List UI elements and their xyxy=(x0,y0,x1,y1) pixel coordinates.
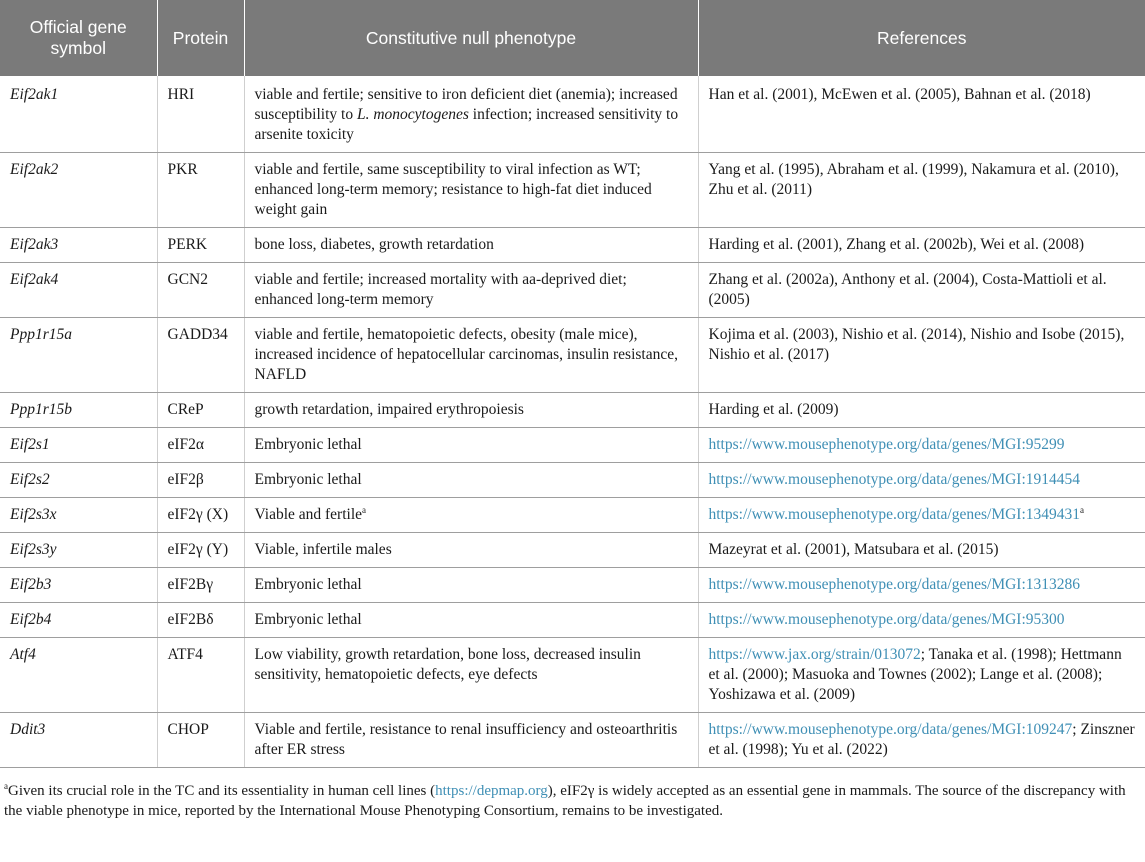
gene-symbol-cell: Eif2s3y xyxy=(0,533,157,568)
references-cell xyxy=(698,228,1145,263)
protein-cell: eIF2γ (X) xyxy=(157,498,244,533)
references-cell xyxy=(698,638,1145,713)
table-row xyxy=(0,713,1145,768)
protein-cell: PKR xyxy=(157,153,244,228)
gene-symbol-cell: Eif2ak1 xyxy=(0,76,157,153)
header-gene-line2: symbol xyxy=(50,38,106,58)
phenotype-cell xyxy=(244,228,698,263)
reference-link[interactable]: https://www.mousephenotype.org/data/genes/MGI:1349431 xyxy=(708,506,1081,523)
table-row xyxy=(0,228,1145,263)
header-protein: Protein xyxy=(157,0,244,76)
gene-symbol-cell: Ddit3 xyxy=(0,713,157,768)
protein-cell: eIF2γ (Y) xyxy=(157,533,244,568)
footnote-marker: a xyxy=(1080,504,1085,515)
gene-symbol-cell: Ppp1r15a xyxy=(0,318,157,393)
phenotype-cell xyxy=(244,428,698,463)
phenotype-text: Embryonic lethal xyxy=(254,611,362,628)
phenotype-cell xyxy=(244,463,698,498)
table-row xyxy=(0,463,1145,498)
protein-cell: GCN2 xyxy=(157,263,244,318)
table-row xyxy=(0,393,1145,428)
reference-text: Kojima et al. (2003), Nishio et al. (2014), Nishio and Isobe (2015), Nishio et al. (2017) xyxy=(708,326,1125,363)
phenotype-cell xyxy=(244,533,698,568)
references-cell xyxy=(698,393,1145,428)
phenotype-cell xyxy=(244,568,698,603)
table-row xyxy=(0,76,1145,153)
phenotype-cell xyxy=(244,318,698,393)
phenotype-text: Embryonic lethal xyxy=(254,576,362,593)
references-cell xyxy=(698,533,1145,568)
references-cell xyxy=(698,713,1145,768)
reference-text: Yang et al. (1995), Abraham et al. (1999), Nakamura et al. (2010), Zhu et al. (2011) xyxy=(708,161,1119,198)
protein-cell: PERK xyxy=(157,228,244,263)
footnote-marker: a xyxy=(362,504,367,515)
phenotype-text: Viable and fertile xyxy=(254,506,363,523)
header-gene-symbol xyxy=(0,0,157,76)
protein-cell: CReP xyxy=(157,393,244,428)
phenotype-text: Low viability, growth retardation, bone loss, decreased insulin sensitivity, hematopoietic defects, eye defects xyxy=(254,646,641,683)
reference-text: ; Tanaka et al. (1998); Hettmann et al. (2000); Masuoka and Townes (2002); Lange et al. (2008); Yoshizawa et al. (2009) xyxy=(708,646,1122,703)
reference-link[interactable]: https://www.mousephenotype.org/data/genes/MGI:95300 xyxy=(708,611,1065,628)
protein-cell: GADD34 xyxy=(157,318,244,393)
reference-text: Mazeyrat et al. (2001), Matsubara et al. (2015) xyxy=(708,541,999,558)
phenotype-text: Embryonic lethal xyxy=(254,436,362,453)
phenotype-cell xyxy=(244,498,698,533)
table-body xyxy=(0,76,1145,768)
table-row xyxy=(0,318,1145,393)
references-cell xyxy=(698,76,1145,153)
header-phenotype: Constitutive null phenotype xyxy=(244,0,698,76)
phenotype-text: viable and fertile; sensitive to iron deficient diet (anemia); increased susceptibility to xyxy=(254,86,678,123)
phenotype-text: infection; increased sensitivity to arsenite toxicity xyxy=(254,106,679,143)
phenotype-cell xyxy=(244,153,698,228)
references-cell xyxy=(698,498,1145,533)
phenotype-text: viable and fertile; increased mortality with aa-deprived diet; enhanced long-term memory xyxy=(254,271,627,308)
gene-symbol-cell: Eif2ak2 xyxy=(0,153,157,228)
phenotype-text: growth retardation, impaired erythropoiesis xyxy=(254,401,524,418)
reference-link[interactable]: https://www.jax.org/strain/013072 xyxy=(708,646,921,663)
footnote-link[interactable]: https://depmap.org xyxy=(435,783,548,799)
table-footnote xyxy=(0,768,1145,821)
reference-text: Harding et al. (2001), Zhang et al. (2002b), Wei et al. (2008) xyxy=(708,236,1085,253)
table-row xyxy=(0,153,1145,228)
references-cell xyxy=(698,263,1145,318)
references-cell xyxy=(698,568,1145,603)
reference-text: ; Zinszner et al. (1998); Yu et al. (2022) xyxy=(708,721,1135,758)
phenotype-italic: L. monocytogenes xyxy=(356,106,469,123)
phenotype-cell xyxy=(244,76,698,153)
footnote-text-post: ), eIF2γ is widely accepted as an essential gene in mammals. The source of the discrepancy with the viable phenotype in mice, reported by the International Mouse Phenotyping Consortium, remains to be investigated. xyxy=(4,783,1126,819)
reference-link[interactable]: https://www.mousephenotype.org/data/genes/MGI:95299 xyxy=(708,436,1065,453)
phenotype-text: Viable and fertile, resistance to renal insufficiency and osteoarthritis after ER stress xyxy=(254,721,678,758)
phenotype-cell xyxy=(244,263,698,318)
table-header xyxy=(0,0,1145,76)
protein-cell: eIF2α xyxy=(157,428,244,463)
reference-text: Harding et al. (2009) xyxy=(708,401,839,418)
gene-symbol-cell: Eif2s2 xyxy=(0,463,157,498)
gene-symbol-cell: Eif2b3 xyxy=(0,568,157,603)
reference-link[interactable]: https://www.mousephenotype.org/data/genes/MGI:1914454 xyxy=(708,471,1081,488)
references-cell xyxy=(698,603,1145,638)
references-cell xyxy=(698,318,1145,393)
table-row xyxy=(0,568,1145,603)
phenotype-cell xyxy=(244,393,698,428)
gene-symbol-cell: Eif2ak3 xyxy=(0,228,157,263)
footnote-marker: a xyxy=(4,781,8,791)
reference-link[interactable]: https://www.mousephenotype.org/data/genes/MGI:109247 xyxy=(708,721,1073,738)
gene-symbol-cell: Ppp1r15b xyxy=(0,393,157,428)
phenotype-text: bone loss, diabetes, growth retardation xyxy=(254,236,494,253)
references-cell xyxy=(698,463,1145,498)
gene-symbol-cell: Atf4 xyxy=(0,638,157,713)
phenotype-text: Viable, infertile males xyxy=(254,541,392,558)
table-row xyxy=(0,498,1145,533)
protein-cell: HRI xyxy=(157,76,244,153)
phenotype-text: viable and fertile, same susceptibility to viral infection as WT; enhanced long-term memory; resistance to high-fat diet induced weight gain xyxy=(254,161,652,218)
phenotype-cell xyxy=(244,713,698,768)
phenotype-cell xyxy=(244,638,698,713)
references-cell xyxy=(698,428,1145,463)
table-row xyxy=(0,533,1145,568)
table-row xyxy=(0,603,1145,638)
table-row xyxy=(0,263,1145,318)
table-row xyxy=(0,638,1145,713)
protein-cell: ATF4 xyxy=(157,638,244,713)
header-references: References xyxy=(698,0,1145,76)
gene-symbol-cell: Eif2s3x xyxy=(0,498,157,533)
gene-symbol-cell: Eif2ak4 xyxy=(0,263,157,318)
footnote-text-pre: Given its crucial role in the TC and its essentiality in human cell lines ( xyxy=(8,783,436,799)
header-gene-line1: Official gene xyxy=(29,17,127,37)
phenotype-cell xyxy=(244,603,698,638)
reference-text: Han et al. (2001), McEwen et al. (2005), Bahnan et al. (2018) xyxy=(708,86,1091,103)
protein-cell: eIF2Bγ xyxy=(157,568,244,603)
protein-cell: eIF2β xyxy=(157,463,244,498)
table-row xyxy=(0,428,1145,463)
protein-cell: eIF2Bδ xyxy=(157,603,244,638)
reference-text: Zhang et al. (2002a), Anthony et al. (2004), Costa-Mattioli et al. (2005) xyxy=(708,271,1107,308)
reference-link[interactable]: https://www.mousephenotype.org/data/genes/MGI:1313286 xyxy=(708,576,1081,593)
gene-symbol-cell: Eif2b4 xyxy=(0,603,157,638)
gene-symbol-cell: Eif2s1 xyxy=(0,428,157,463)
phenotype-text: Embryonic lethal xyxy=(254,471,362,488)
phenotype-text: viable and fertile, hematopoietic defects, obesity (male mice), increased incidence of hepatocellular carcinomas, insulin resistance, NAFLD xyxy=(254,326,678,383)
references-cell xyxy=(698,153,1145,228)
protein-cell: CHOP xyxy=(157,713,244,768)
